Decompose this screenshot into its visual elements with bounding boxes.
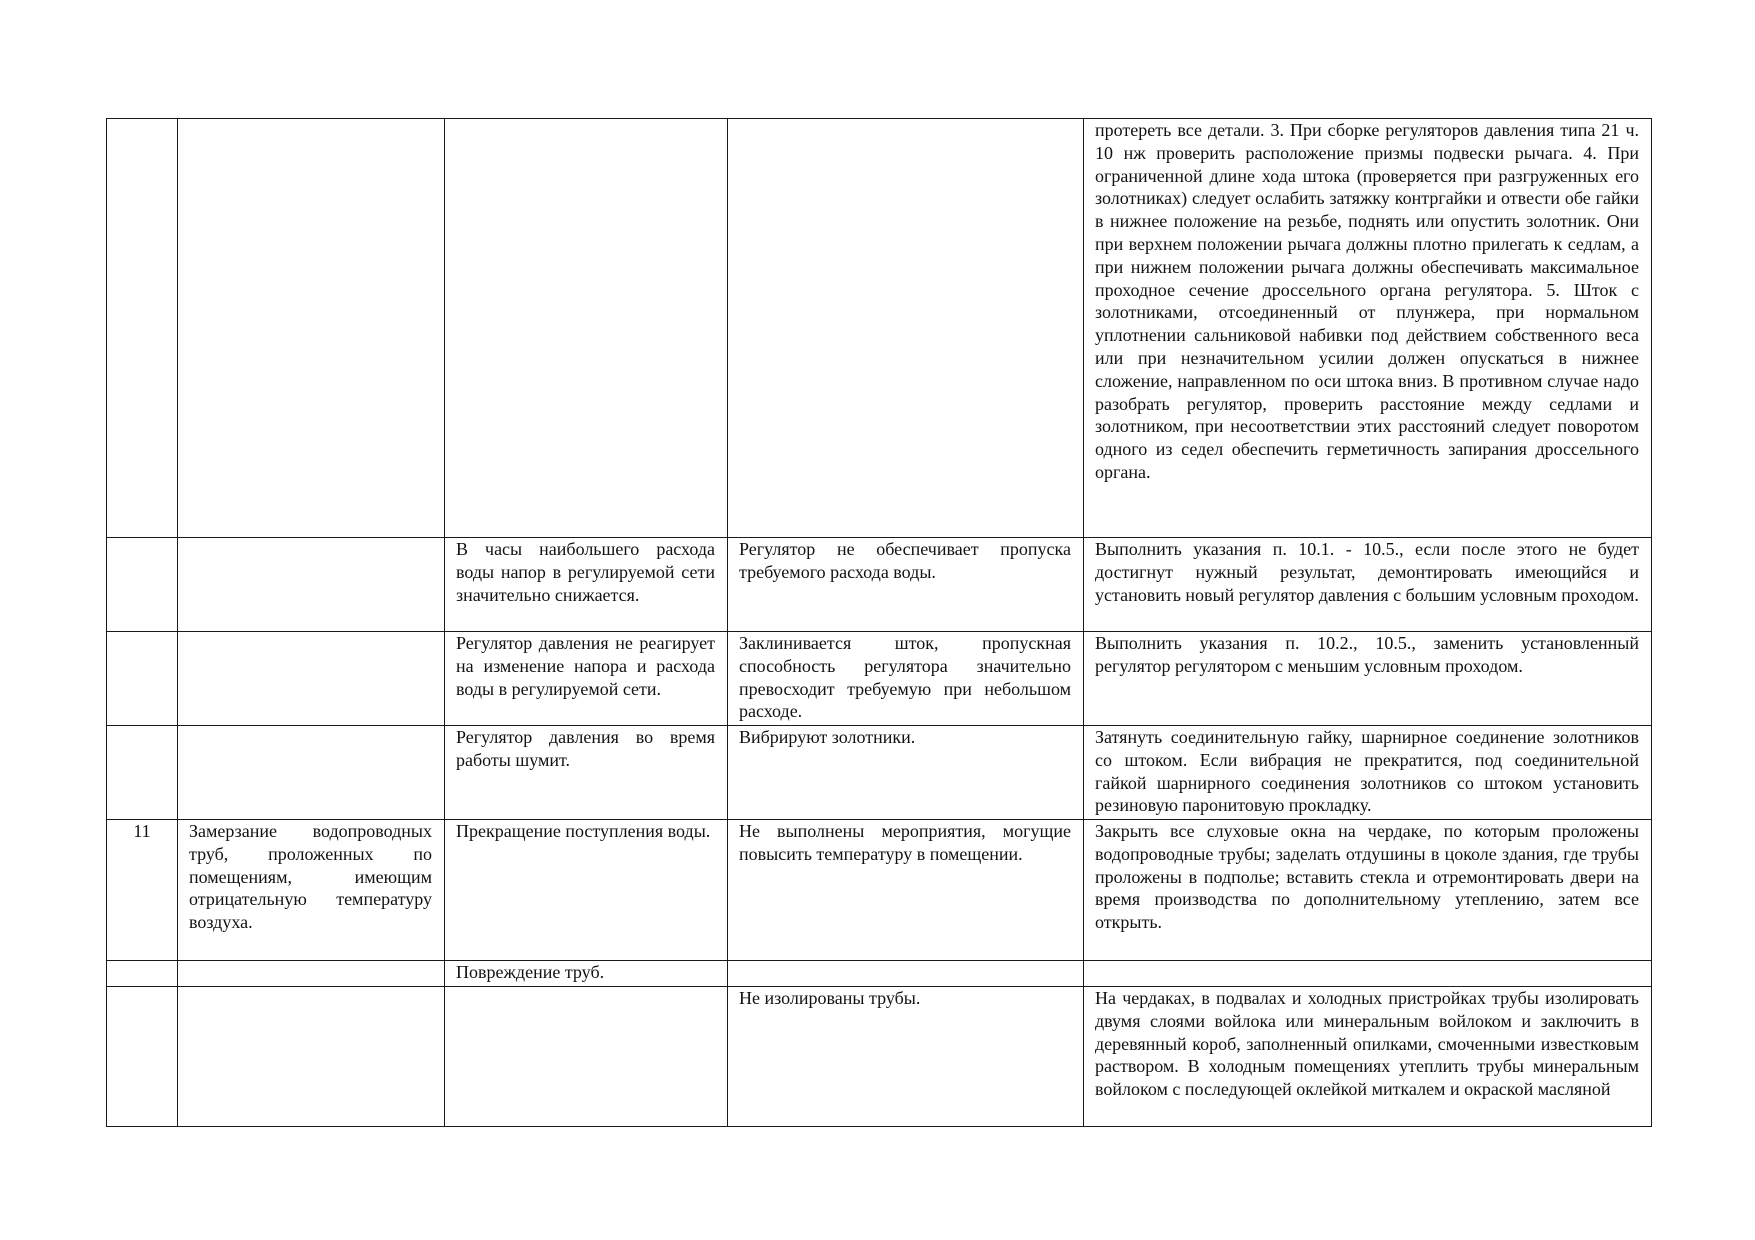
cell-number [107,119,178,538]
cell-remedy: Выполнить указания п. 10.2., 10.5., заменить установленный регулятор регулятором с меньшим условным проходом. [1084,632,1652,726]
table-row [107,119,1652,538]
cell-object [178,726,445,820]
table-row [107,726,1652,820]
cell-cause: Регулятор не обеспечивает пропуска требуемого расхода воды. [728,538,1084,632]
cell-remedy [1084,961,1652,987]
cell-remedy: протереть все детали. 3. При сборке регуляторов давления типа 21 ч. 10 нж проверить расположение призмы подвески рычага. 4. При ограниченной длине хода штока (проверяется при разгруженных его золотниках) следует ослабить затяжку контргайки и отвести обе гайки в нижнее положение на резьбе, поднять или опустить золотник. Они при верхнем положении рычага должны плотно прилегать к седлам, а при нижнем положении рычага должны обеспечивать максимальное проходное сечение дроссельного органа регулятора. 5. Шток с золотниками, отсоединенный от плунжера, при нормальном уплотнении сальниковой набивки под действием собственного веса или при незначительном усилии должен опускаться в нижнее сложение, направленном по оси штока вниз. В противном случае надо разобрать регулятор, проверить расстояние между седлами и золотником, при несоответствии этих расстояний следует поворотом одного из седел обеспечить герметичность запирания дроссельного органа. [1084,119,1652,538]
table-row [107,961,1652,987]
cell-number [107,632,178,726]
cell-number [107,726,178,820]
cell-remedy: На чердаках, в подвалах и холодных пристройках трубы изолировать двумя слоями войлока или минеральным войлоком и заключить в деревянный короб, заполненный опилками, смоченными известковым раствором. В холодным помещениях утеплить трубы минеральным войлоком с последующей оклейкой миткалем и окраской масляной [1084,987,1652,1127]
table-row [107,987,1652,1127]
troubleshooting-table [106,118,1652,1127]
cell-object [178,961,445,987]
cell-sign [445,119,728,538]
table-row [107,632,1652,726]
cell-sign: Прекращение поступления воды. [445,820,728,961]
cell-sign: Регулятор давления не реагирует на изменение напора и расхода воды в регулируемой сети. [445,632,728,726]
cell-remedy: Затянуть соединительную гайку, шарнирное соединение золотников со штоком. Если вибрация не прекратится, под соединительной гайкой шарнирного соединения золотников со штоком установить резиновую паронитовую прокладку. [1084,726,1652,820]
cell-object [178,632,445,726]
cell-cause [728,961,1084,987]
cell-number [107,538,178,632]
cell-number [107,987,178,1127]
cell-sign: Повреждение труб. [445,961,728,987]
table-row [107,538,1652,632]
cell-remedy: Выполнить указания п. 10.1. - 10.5., если после этого не будет достигнут нужный результат, демонтировать имеющийся и установить новый регулятор давления с большим условным проходом. [1084,538,1652,632]
cell-cause: Не изолированы трубы. [728,987,1084,1127]
cell-object [178,538,445,632]
cell-cause: Заклинивается шток, пропускная способность регулятора значительно превосходит требуемую при небольшом расходе. [728,632,1084,726]
cell-cause: Вибрируют золотники. [728,726,1084,820]
cell-cause [728,119,1084,538]
cell-number: 11 [107,820,178,961]
table-row [107,820,1652,961]
cell-object [178,987,445,1127]
cell-object [178,119,445,538]
cell-cause: Не выполнены мероприятия, могущие повысить температуру в помещении. [728,820,1084,961]
cell-object: Замерзание водопроводных труб, проложенных по помещениям, имеющим отрицательную температуру воздуха. [178,820,445,961]
cell-sign: Регулятор давления во время работы шумит. [445,726,728,820]
cell-sign: В часы наибольшего расхода воды напор в регулируемой сети значительно снижается. [445,538,728,632]
cell-remedy: Закрыть все слуховые окна на чердаке, по которым проложены водопроводные трубы; заделать отдушины в цоколе здания, где трубы проложены в подполье; вставить стекла и отремонтировать двери на время производства по дополнительному утеплению, затем все открыть. [1084,820,1652,961]
cell-number [107,961,178,987]
cell-sign [445,987,728,1127]
